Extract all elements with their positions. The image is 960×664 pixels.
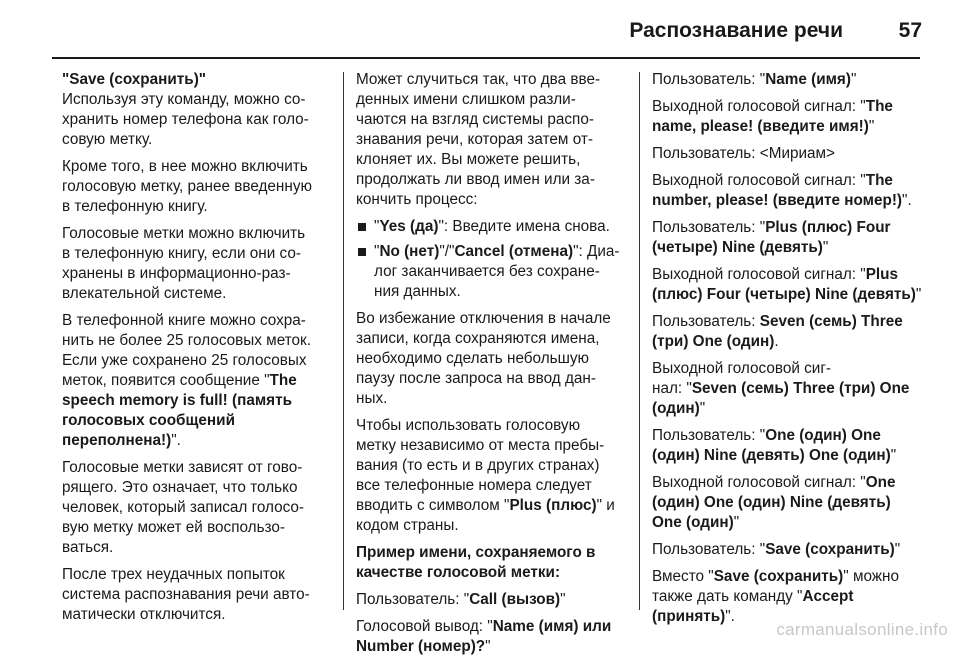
paragraph bbox=[356, 309, 624, 409]
text-run: " bbox=[374, 218, 380, 235]
column-divider bbox=[639, 72, 640, 610]
paragraph bbox=[62, 565, 330, 625]
text-run: " bbox=[890, 447, 897, 464]
page-number: 57 bbox=[898, 19, 922, 42]
text-run: ". bbox=[171, 432, 181, 449]
column-divider bbox=[343, 72, 344, 610]
text-run: Выходной голосовой сигнал: " bbox=[652, 474, 866, 491]
text-run: Может случиться так, что два вве- денных имени слишком разли- чаются на взгляд системы распо- знавания речи, которая затем от- клоняет их. Вы можете решить, продолжать ли ввод имен или за- кончить процесс: bbox=[356, 71, 601, 208]
text-run: Пользователь: " bbox=[652, 541, 766, 558]
text-run: " bbox=[733, 514, 740, 531]
bold-text-run: One (один) One (один) Nine (девять) One (один) bbox=[652, 427, 891, 464]
text-run: После трех неудачных попыток система распознавания речи авто- матически отключится. bbox=[62, 566, 310, 623]
text-run: " bbox=[485, 638, 491, 655]
bold-text-run: The name, please! (введите имя!) bbox=[652, 98, 893, 135]
bold-text-run: Plus (плюс) Four (четыре) Nine (девять) bbox=[652, 219, 891, 256]
bold-text-run: Пример имени, сохраняемого в качестве голосовой метки: bbox=[356, 544, 596, 581]
list-item bbox=[356, 217, 624, 237]
text-column-left bbox=[62, 70, 330, 632]
bold-text-run: Accept (принять) bbox=[652, 588, 854, 625]
text-run: " bbox=[894, 541, 901, 558]
text-run: Пользователь: " bbox=[652, 71, 766, 88]
paragraph bbox=[652, 70, 924, 90]
text-run: Вместо " bbox=[652, 568, 714, 585]
list-item bbox=[356, 242, 624, 302]
text-run: Чтобы использовать голосовую метку независимо от места пребы- вания (то есть и в других странах) все телефонные номера следует вводить с символом " bbox=[356, 417, 605, 514]
paragraph bbox=[652, 540, 924, 560]
paragraph bbox=[356, 590, 624, 610]
text-run: Голосовые метки зависят от гово- рящего. Это означает, что только человек, который записал голосо- вую метку может ей воспользо- ваться. bbox=[62, 459, 305, 556]
text-run: Пользователь: bbox=[652, 313, 760, 330]
bold-text-run: Plus (плюс) bbox=[509, 497, 597, 514]
paragraph bbox=[62, 311, 330, 451]
paragraph bbox=[652, 473, 924, 533]
bold-text-run: "Save (сохранить)" bbox=[62, 71, 207, 88]
bold-text-run: The number, please! (введите номер!) bbox=[652, 172, 903, 209]
text-run: В телефонной книге можно сохра- нить не более 25 голосовых меток. Если уже сохранено 25 голосовых меток, появится сообщение " bbox=[62, 312, 311, 389]
text-run: ": Диа- лог заканчивается без сохране- ния данных. bbox=[374, 243, 620, 300]
bold-text-run: Yes (да) bbox=[379, 218, 439, 235]
text-run: " bbox=[850, 71, 857, 88]
text-run: ": Введите имена снова. bbox=[438, 218, 610, 235]
paragraph bbox=[356, 617, 624, 657]
paragraph bbox=[62, 224, 330, 304]
text-run: Выходной голосовой сиг- нал: " bbox=[652, 360, 831, 397]
text-run: "/" bbox=[439, 243, 455, 260]
text-run: " bbox=[822, 239, 829, 256]
text-run: Кроме того, в нее можно включить голосовую метку, ранее введенную в телефонную книгу. bbox=[62, 158, 312, 215]
paragraph bbox=[652, 218, 924, 258]
paragraph bbox=[652, 97, 924, 137]
bold-text-run: Save (сохранить) bbox=[713, 568, 844, 585]
paragraph bbox=[652, 144, 924, 164]
header-rule bbox=[52, 57, 920, 59]
text-run: Выходной голосовой сигнал: " bbox=[652, 172, 866, 189]
bold-text-run: Name (имя) bbox=[765, 71, 851, 88]
text-run: . bbox=[774, 333, 779, 350]
text-run: ". bbox=[902, 192, 912, 209]
bold-text-run: No (нет) bbox=[379, 243, 440, 260]
text-run: Пользователь: " bbox=[356, 591, 470, 608]
text-run: Пользователь: " bbox=[652, 219, 766, 236]
text-run: " можно также дать команду " bbox=[652, 568, 899, 605]
paragraph bbox=[62, 70, 330, 150]
text-run: Голосовой вывод: " bbox=[356, 618, 493, 635]
bold-text-run: One (один) One (один) Nine (девять) One (один) bbox=[652, 474, 896, 531]
watermark-text: carmanualsonline.info bbox=[776, 620, 948, 639]
text-run: Голосовые метки можно включить в телефонную книгу, если они со- хранены в информационно-раз- влекательной системе. bbox=[62, 225, 306, 302]
paragraph bbox=[652, 359, 924, 419]
text-run: Во избежание отключения в начале записи, когда сохраняются имена, необходимо сделать небольшую паузу после запроса на ввод дан- ных. bbox=[356, 310, 611, 407]
bold-text-run: The speech memory is full! (память голосовых сообщений переполнена!) bbox=[62, 372, 297, 449]
bold-text-run: Call (вызов) bbox=[469, 591, 561, 608]
text-run: Выходной голосовой сигнал: " bbox=[652, 266, 866, 283]
text-run: Пользователь: " bbox=[652, 427, 766, 444]
text-column-middle bbox=[356, 70, 624, 664]
paragraph bbox=[356, 416, 624, 536]
bold-text-run: Cancel (отмена) bbox=[454, 243, 574, 260]
text-run: ". bbox=[725, 608, 735, 625]
bold-text-run: Name (имя) или Number (номер)? bbox=[356, 618, 612, 655]
paragraph bbox=[652, 171, 924, 211]
text-run: " и кодом страны. bbox=[356, 497, 615, 534]
text-run: Выходной голосовой сигнал: " bbox=[652, 98, 866, 115]
paragraph bbox=[652, 567, 924, 627]
example-heading bbox=[356, 543, 624, 583]
text-run: " bbox=[915, 286, 922, 303]
text-run: " bbox=[699, 400, 706, 417]
text-run: " bbox=[374, 243, 380, 260]
page-title: Распознавание речи bbox=[629, 19, 843, 42]
text-run: Пользователь: <Мириам> bbox=[652, 145, 835, 162]
paragraph bbox=[62, 157, 330, 217]
paragraph bbox=[652, 265, 924, 305]
paragraph bbox=[652, 426, 924, 466]
bold-text-run: Seven (семь) Three (три) One (один) bbox=[652, 380, 910, 417]
page-header bbox=[0, 0, 960, 60]
bold-text-run: Save (сохранить) bbox=[765, 541, 895, 558]
text-run: " bbox=[868, 118, 875, 135]
paragraph bbox=[62, 458, 330, 558]
paragraph bbox=[356, 70, 624, 210]
bold-text-run: Plus (плюс) Four (четыре) Nine (девять) bbox=[652, 266, 916, 303]
option-list bbox=[356, 217, 624, 302]
bold-text-run: Seven (семь) Three (три) One (один) bbox=[652, 313, 903, 350]
text-run: Используя эту команду, можно со- хранить номер телефона как голо- совую метку. bbox=[62, 91, 309, 148]
text-run: " bbox=[560, 591, 566, 608]
text-column-right bbox=[652, 70, 924, 634]
paragraph bbox=[652, 312, 924, 352]
